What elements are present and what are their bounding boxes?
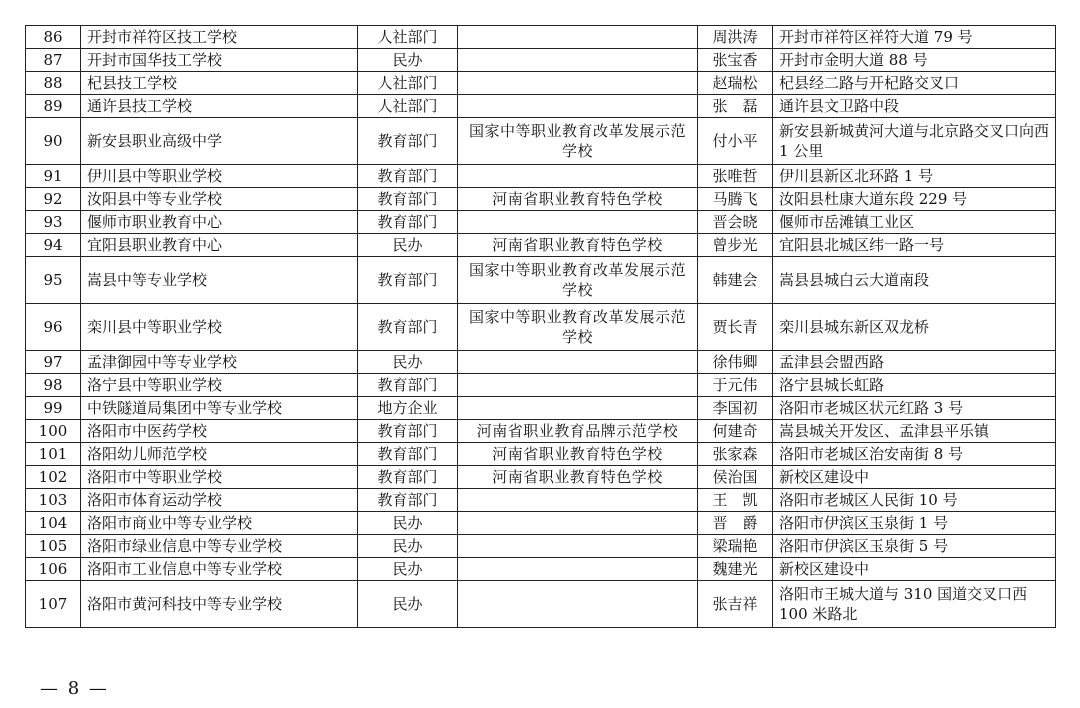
school-name: 洛阳市商业中等专业学校 (81, 512, 358, 535)
department: 教育部门 (358, 420, 458, 443)
school-address: 新校区建设中 (773, 466, 1056, 489)
school-name: 汝阳县中等专业学校 (81, 188, 358, 211)
contact-person: 梁瑞艳 (698, 535, 773, 558)
honor-title (458, 351, 698, 374)
department: 地方企业 (358, 397, 458, 420)
school-address: 栾川县城东新区双龙桥 (773, 304, 1056, 351)
contact-person: 张宝香 (698, 49, 773, 72)
department: 民办 (358, 558, 458, 581)
school-address: 嵩县县城白云大道南段 (773, 257, 1056, 304)
table-row (26, 188, 1056, 211)
department: 民办 (358, 49, 458, 72)
row-number: 89 (26, 95, 81, 118)
table-row (26, 118, 1056, 165)
row-number: 94 (26, 234, 81, 257)
row-number: 100 (26, 420, 81, 443)
row-number: 95 (26, 257, 81, 304)
school-name: 洛阳市黄河科技中等专业学校 (81, 581, 358, 628)
contact-person: 周洪涛 (698, 26, 773, 49)
school-address: 洛阳市老城区治安南街 8 号 (773, 443, 1056, 466)
contact-person: 张家森 (698, 443, 773, 466)
row-number: 104 (26, 512, 81, 535)
row-number: 103 (26, 489, 81, 512)
department: 教育部门 (358, 165, 458, 188)
row-number: 105 (26, 535, 81, 558)
row-number: 98 (26, 374, 81, 397)
contact-person: 李国初 (698, 397, 773, 420)
contact-person: 付小平 (698, 118, 773, 165)
school-address: 汝阳县杜康大道东段 229 号 (773, 188, 1056, 211)
school-name: 洛阳幼儿师范学校 (81, 443, 358, 466)
school-name: 栾川县中等职业学校 (81, 304, 358, 351)
school-name: 孟津御园中等专业学校 (81, 351, 358, 374)
honor-title (458, 26, 698, 49)
table-row (26, 26, 1056, 49)
school-list-table (25, 25, 1056, 628)
department: 民办 (358, 535, 458, 558)
row-number: 91 (26, 165, 81, 188)
honor-title: 国家中等职业教育改革发展示范学校 (458, 257, 698, 304)
table-row (26, 420, 1056, 443)
contact-person: 韩建会 (698, 257, 773, 304)
school-name: 嵩县中等专业学校 (81, 257, 358, 304)
row-number: 87 (26, 49, 81, 72)
school-address: 洛阳市伊滨区玉泉街 5 号 (773, 535, 1056, 558)
honor-title (458, 72, 698, 95)
contact-person: 王 凯 (698, 489, 773, 512)
contact-person: 张 磊 (698, 95, 773, 118)
school-address: 偃师市岳滩镇工业区 (773, 211, 1056, 234)
school-name: 开封市祥符区技工学校 (81, 26, 358, 49)
department: 教育部门 (358, 257, 458, 304)
honor-title (458, 489, 698, 512)
table-row (26, 374, 1056, 397)
row-number: 88 (26, 72, 81, 95)
school-name: 伊川县中等职业学校 (81, 165, 358, 188)
contact-person: 曾步光 (698, 234, 773, 257)
table-row (26, 95, 1056, 118)
school-name: 洛阳市中等职业学校 (81, 466, 358, 489)
contact-person: 魏建光 (698, 558, 773, 581)
contact-person: 何建奇 (698, 420, 773, 443)
school-name: 洛宁县中等职业学校 (81, 374, 358, 397)
school-address: 新校区建设中 (773, 558, 1056, 581)
table-row (26, 351, 1056, 374)
department: 教育部门 (358, 118, 458, 165)
row-number: 92 (26, 188, 81, 211)
school-name: 开封市国华技工学校 (81, 49, 358, 72)
honor-title (458, 165, 698, 188)
department: 教育部门 (358, 211, 458, 234)
row-number: 102 (26, 466, 81, 489)
school-address: 杞县经二路与开杞路交叉口 (773, 72, 1056, 95)
honor-title: 河南省职业教育特色学校 (458, 466, 698, 489)
table-row (26, 397, 1056, 420)
contact-person: 赵瑞松 (698, 72, 773, 95)
row-number: 96 (26, 304, 81, 351)
honor-title (458, 211, 698, 234)
department: 教育部门 (358, 489, 458, 512)
honor-title: 国家中等职业教育改革发展示范学校 (458, 118, 698, 165)
school-address: 新安县新城黄河大道与北京路交叉口向西 1 公里 (773, 118, 1056, 165)
table-row (26, 512, 1056, 535)
contact-person: 张唯哲 (698, 165, 773, 188)
table-row (26, 234, 1056, 257)
table-row (26, 535, 1056, 558)
school-name: 偃师市职业教育中心 (81, 211, 358, 234)
school-name: 宜阳县职业教育中心 (81, 234, 358, 257)
contact-person: 晋会晓 (698, 211, 773, 234)
honor-title: 河南省职业教育特色学校 (458, 443, 698, 466)
row-number: 106 (26, 558, 81, 581)
honor-title (458, 558, 698, 581)
contact-person: 马腾飞 (698, 188, 773, 211)
school-name: 洛阳市中医药学校 (81, 420, 358, 443)
table-row (26, 49, 1056, 72)
row-number: 99 (26, 397, 81, 420)
school-address: 洛阳市伊滨区玉泉街 1 号 (773, 512, 1056, 535)
honor-title (458, 512, 698, 535)
honor-title: 河南省职业教育特色学校 (458, 188, 698, 211)
page-number: — 8 — (40, 678, 109, 699)
school-address: 宜阳县北城区纬一路一号 (773, 234, 1056, 257)
department: 人社部门 (358, 95, 458, 118)
table-row (26, 211, 1056, 234)
school-address: 洛阳市王城大道与 310 国道交叉口西 100 米路北 (773, 581, 1056, 628)
school-name: 洛阳市工业信息中等专业学校 (81, 558, 358, 581)
honor-title: 国家中等职业教育改革发展示范学校 (458, 304, 698, 351)
school-name: 中铁隧道局集团中等专业学校 (81, 397, 358, 420)
row-number: 93 (26, 211, 81, 234)
school-address: 洛阳市老城区状元红路 3 号 (773, 397, 1056, 420)
department: 民办 (358, 581, 458, 628)
honor-title (458, 374, 698, 397)
honor-title (458, 581, 698, 628)
contact-person: 张吉祥 (698, 581, 773, 628)
school-address: 洛阳市老城区人民街 10 号 (773, 489, 1056, 512)
table-row (26, 443, 1056, 466)
contact-person: 徐伟卿 (698, 351, 773, 374)
school-name: 新安县职业高级中学 (81, 118, 358, 165)
department: 教育部门 (358, 443, 458, 466)
row-number: 101 (26, 443, 81, 466)
table-row (26, 581, 1056, 628)
school-address: 孟津县会盟西路 (773, 351, 1056, 374)
school-name: 洛阳市绿业信息中等专业学校 (81, 535, 358, 558)
table-row (26, 257, 1056, 304)
school-name: 通许县技工学校 (81, 95, 358, 118)
row-number: 90 (26, 118, 81, 165)
honor-title (458, 95, 698, 118)
school-address: 开封市金明大道 88 号 (773, 49, 1056, 72)
row-number: 86 (26, 26, 81, 49)
honor-title (458, 49, 698, 72)
department: 教育部门 (358, 466, 458, 489)
row-number: 97 (26, 351, 81, 374)
school-name: 洛阳市体育运动学校 (81, 489, 358, 512)
school-address: 嵩县城关开发区、孟津县平乐镇 (773, 420, 1056, 443)
contact-person: 贾长青 (698, 304, 773, 351)
table-row (26, 489, 1056, 512)
school-address: 通许县文卫路中段 (773, 95, 1056, 118)
table-row (26, 72, 1056, 95)
contact-person: 于元伟 (698, 374, 773, 397)
table-row (26, 304, 1056, 351)
row-number: 107 (26, 581, 81, 628)
honor-title: 河南省职业教育品牌示范学校 (458, 420, 698, 443)
honor-title: 河南省职业教育特色学校 (458, 234, 698, 257)
contact-person: 侯治国 (698, 466, 773, 489)
department: 教育部门 (358, 188, 458, 211)
department: 教育部门 (358, 374, 458, 397)
department: 人社部门 (358, 72, 458, 95)
school-address: 开封市祥符区祥符大道 79 号 (773, 26, 1056, 49)
honor-title (458, 535, 698, 558)
table-row (26, 165, 1056, 188)
department: 人社部门 (358, 26, 458, 49)
department: 民办 (358, 512, 458, 535)
table-row (26, 558, 1056, 581)
department: 民办 (358, 351, 458, 374)
school-name: 杞县技工学校 (81, 72, 358, 95)
department: 教育部门 (358, 304, 458, 351)
school-address: 伊川县新区北环路 1 号 (773, 165, 1056, 188)
department: 民办 (358, 234, 458, 257)
honor-title (458, 397, 698, 420)
table-row (26, 466, 1056, 489)
school-address: 洛宁县城长虹路 (773, 374, 1056, 397)
contact-person: 晋 爵 (698, 512, 773, 535)
